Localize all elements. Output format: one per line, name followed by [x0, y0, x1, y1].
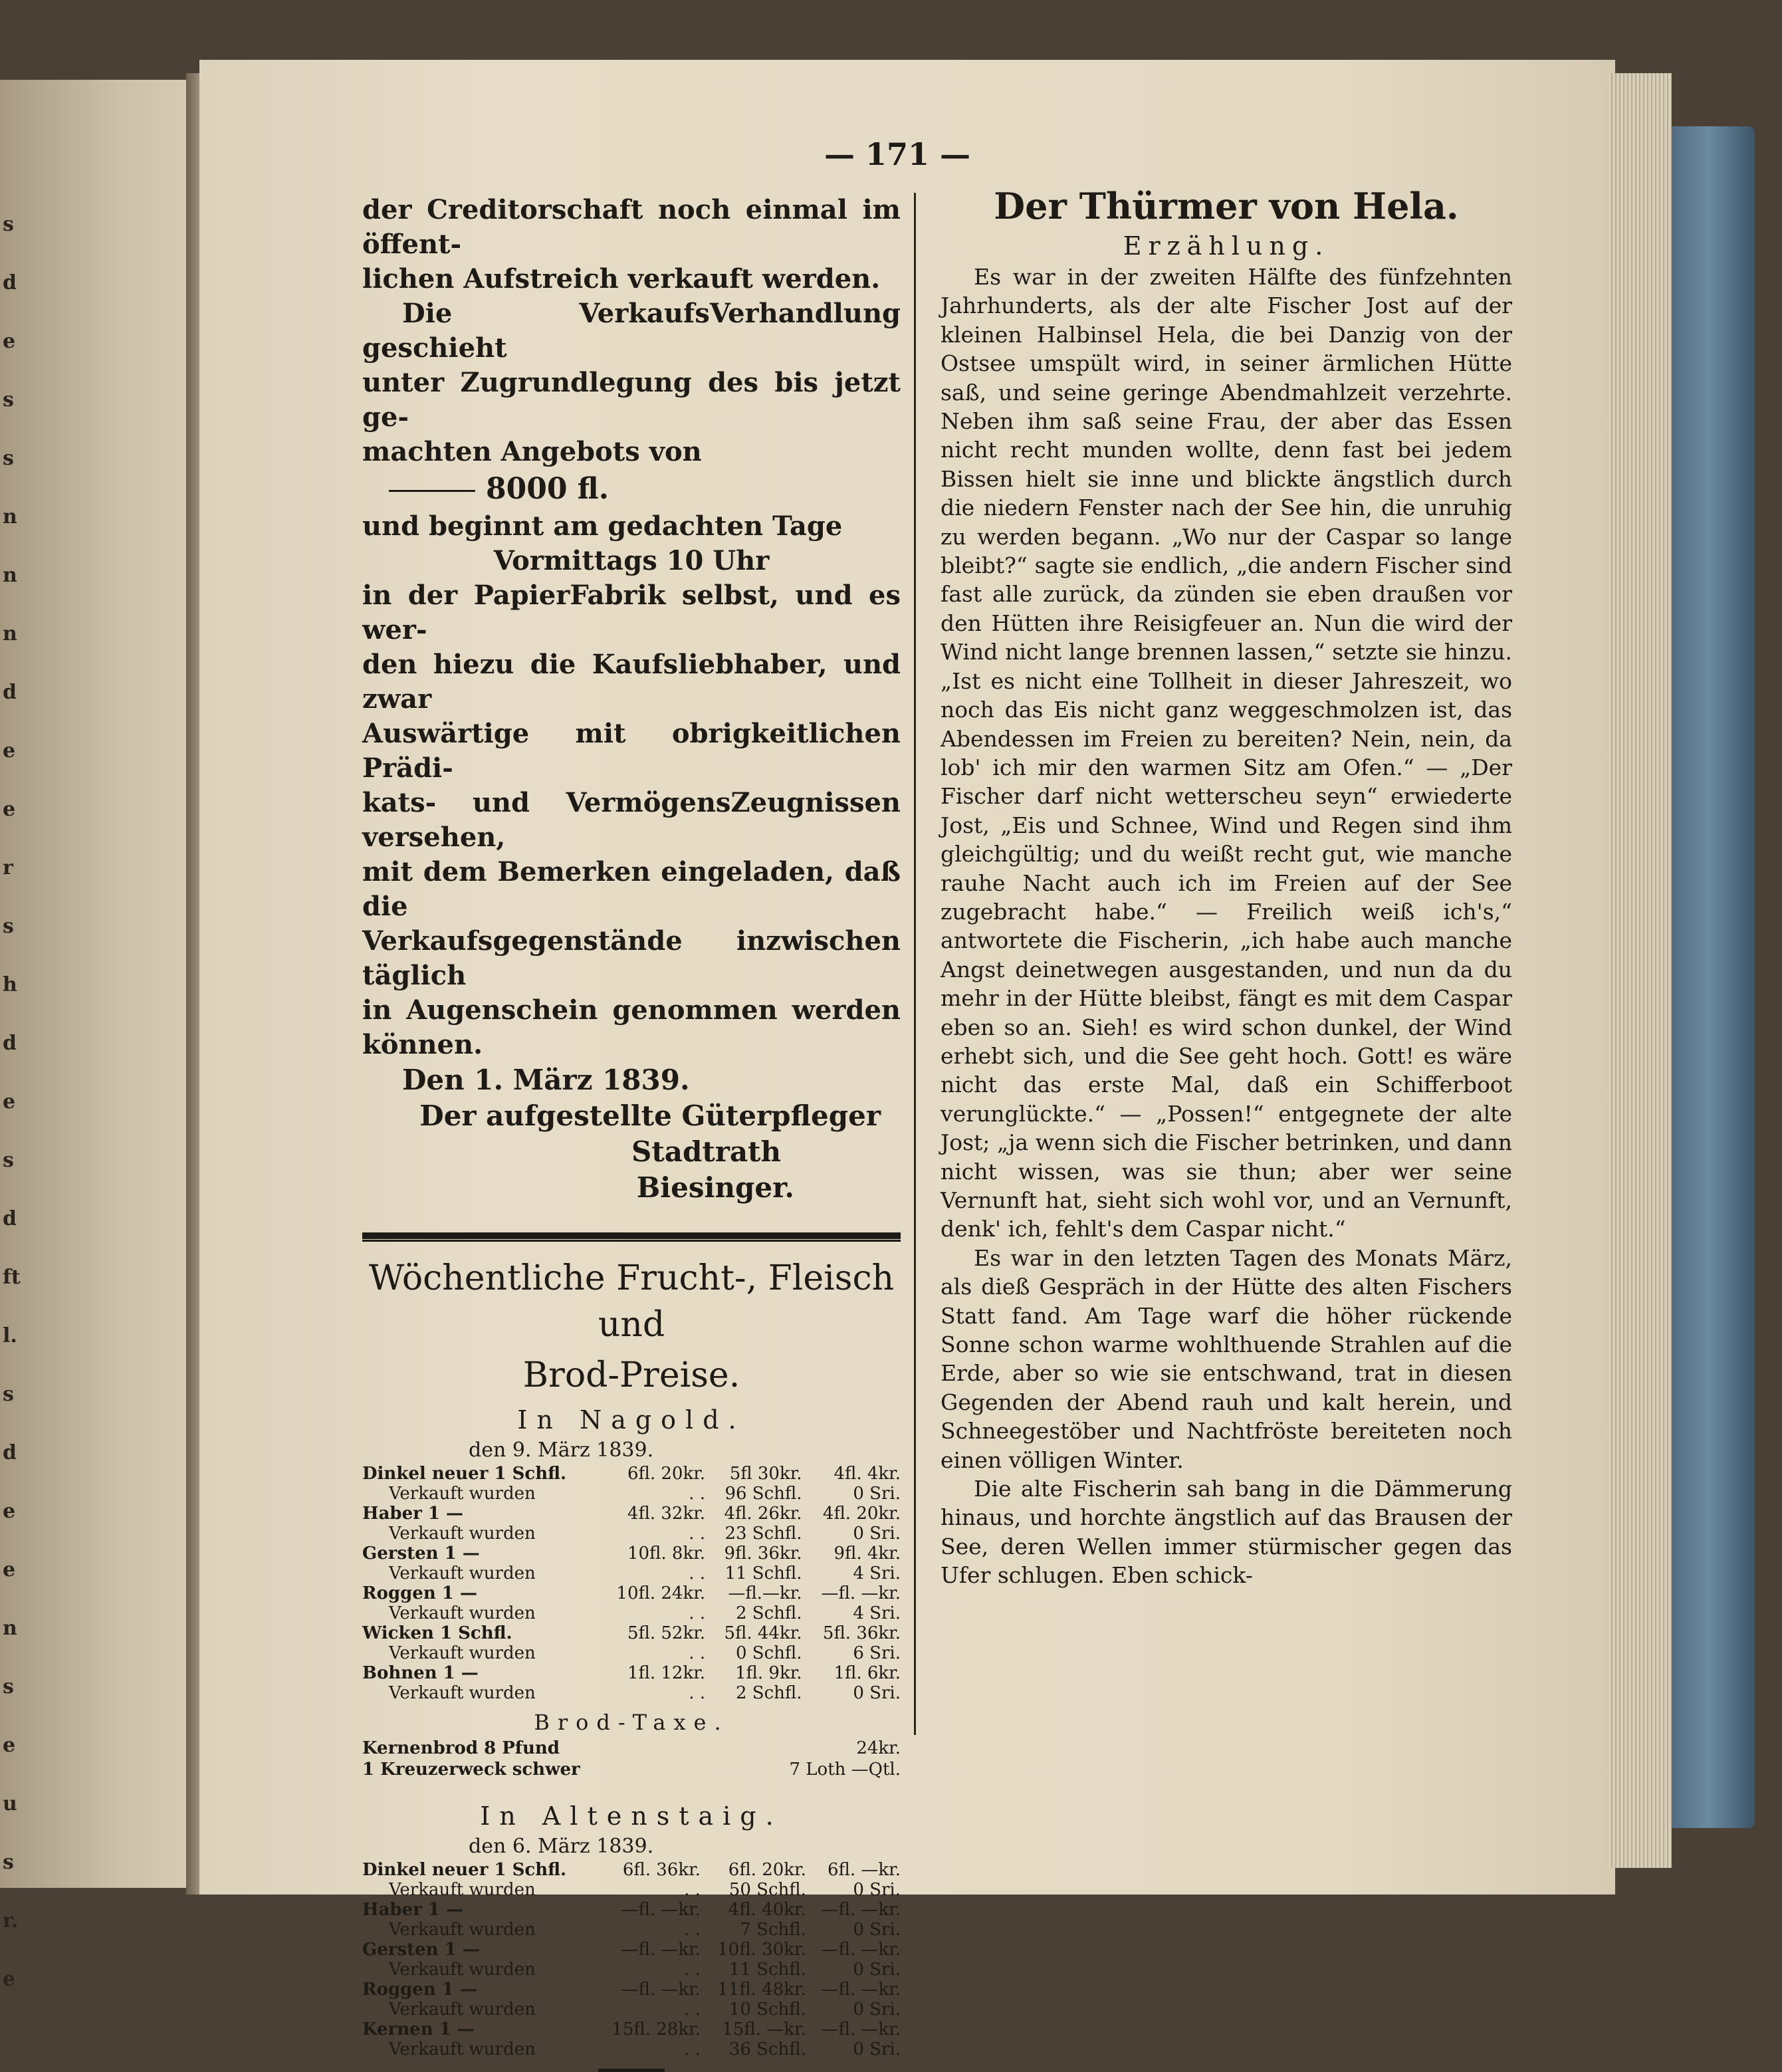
- price-value: 50 Schfl.: [728, 1880, 806, 1900]
- price-value: 4 Sri.: [853, 1603, 901, 1623]
- margin-letter: s: [3, 1851, 14, 1874]
- price-row: [362, 1603, 901, 1623]
- auction-line: in Augenschein genommen werden können.: [362, 994, 901, 1060]
- price-value: 4fl. 4kr.: [834, 1464, 901, 1484]
- price-value: —fl. —kr.: [621, 1900, 701, 1920]
- margin-letter: e: [3, 739, 16, 762]
- price-label: Verkauft wurden: [389, 1484, 536, 1504]
- auction-line: Auswärtige mit obrigkeitlichen Prädi-: [362, 718, 901, 784]
- price-row: [362, 1880, 901, 1900]
- price-label: Verkauft wurden: [389, 1563, 536, 1583]
- auction-amount: [362, 469, 901, 509]
- price-value: 6fl. 20kr.: [627, 1464, 706, 1484]
- price-value: 10 Schfl.: [728, 2000, 806, 2019]
- price-label: Dinkel neuer 1 Schfl.: [362, 1860, 567, 1880]
- price-value: 10fl. 8kr.: [627, 1544, 706, 1563]
- price-value: 4fl. 40kr.: [728, 1900, 806, 1920]
- price-label: Bohnen 1 —: [362, 1663, 479, 1683]
- auction-line: machten Angebots von: [362, 436, 702, 467]
- auction-line: Die VerkaufsVerhandlung geschieht: [362, 298, 901, 364]
- price-section: [362, 1255, 901, 2072]
- margin-letter: e: [3, 1500, 16, 1523]
- price-row: [362, 1504, 901, 1524]
- price-label: Verkauft wurden: [389, 2000, 536, 2019]
- place-heading: In Nagold.: [517, 1405, 746, 1435]
- price-value: —fl. —kr.: [821, 2019, 901, 2039]
- price-label: Verkauft wurden: [389, 1880, 536, 1900]
- price-value: 10fl. 30kr.: [717, 1940, 806, 1960]
- price-title: Wöchentliche Frucht-, Fleisch und: [368, 1258, 895, 1345]
- price-value: 6fl. 20kr.: [728, 1860, 806, 1880]
- price-value: —fl. —kr.: [821, 1583, 901, 1603]
- story-subtitle: Erzählung.: [1123, 231, 1330, 261]
- brod-value: 7 Loth —Qtl.: [789, 1760, 901, 1780]
- brod-value: 24kr.: [856, 1738, 901, 1758]
- price-value: 10fl. 24kr.: [616, 1583, 706, 1603]
- margin-letter: e: [3, 1968, 16, 1991]
- price-row: [362, 1980, 901, 2000]
- signature-name: Biesinger.: [636, 1171, 794, 1204]
- auction-line: kats- und VermögensZeugnissen versehen,: [362, 787, 901, 853]
- price-value: 6fl. —kr.: [827, 1860, 901, 1880]
- margin-letter: e: [3, 330, 16, 353]
- price-value: 11fl. 48kr.: [717, 1980, 806, 2000]
- price-value: . .: [684, 1880, 701, 1900]
- price-value: 5fl 30kr.: [729, 1464, 802, 1484]
- auction-line: lichen Aufstreich verkauft werden.: [362, 263, 881, 294]
- price-value: 9fl. 36kr.: [724, 1544, 802, 1563]
- auction-notice: [362, 193, 901, 1206]
- brod-label: 1 Kreuzerweck schwer: [362, 1760, 580, 1780]
- price-value: . .: [689, 1603, 706, 1623]
- price-value: . .: [684, 2039, 701, 2059]
- price-value: 5fl. 36kr.: [822, 1623, 901, 1643]
- price-row: [362, 1464, 901, 1484]
- margin-letter: n: [3, 1617, 17, 1640]
- price-row: [362, 1860, 901, 1880]
- price-value: 0 Sri.: [853, 1524, 901, 1544]
- price-value: 0 Sri.: [853, 1920, 901, 1940]
- auction-line: Verkaufsgegenstände inzwischen täglich: [362, 925, 901, 991]
- price-value: 4 Sri.: [853, 1563, 901, 1583]
- signature-line: Stadtrath: [631, 1135, 781, 1168]
- price-row: [362, 1643, 901, 1663]
- price-value: 15fl. —kr.: [722, 2019, 806, 2039]
- price-row: [362, 1900, 901, 1920]
- price-label: Wicken 1 Schfl.: [362, 1623, 512, 1643]
- price-value: 11 Schfl.: [728, 1960, 806, 1980]
- margin-letter: s: [3, 1383, 14, 1406]
- price-label: Verkauft wurden: [389, 1683, 536, 1703]
- margin-letter: s: [3, 1675, 14, 1698]
- margin-letter: r.: [3, 1909, 19, 1932]
- price-value: 0 Sri.: [853, 1960, 901, 1980]
- price-value: 36 Schfl.: [728, 2039, 806, 2059]
- price-value: 5fl. 52kr.: [627, 1623, 706, 1643]
- brod-row: [362, 1738, 901, 1759]
- margin-letter: n: [3, 505, 17, 528]
- price-label: Verkauft wurden: [389, 1524, 536, 1544]
- price-value: 7 Schfl.: [740, 1920, 806, 1940]
- auction-line: unter Zugrundlegung des bis jetzt ge-: [362, 367, 901, 433]
- margin-letter: s: [3, 213, 14, 236]
- price-value: 11 Schfl.: [724, 1563, 802, 1583]
- place-date: den 6. März 1839.: [469, 1835, 654, 1858]
- price-value: . .: [689, 1484, 706, 1504]
- price-row: [362, 1524, 901, 1544]
- price-value: . .: [684, 1960, 701, 1980]
- margin-letter: n: [3, 622, 17, 645]
- price-value: 5fl. 44kr.: [724, 1623, 802, 1643]
- brod-row: [362, 1759, 901, 1780]
- price-label: Verkauft wurden: [389, 1643, 536, 1663]
- price-value: 2 Schfl.: [736, 1683, 802, 1703]
- story-title: Der Thürmer von Hela.: [994, 185, 1459, 227]
- price-label: Dinkel neuer 1 Schfl.: [362, 1464, 567, 1484]
- price-value: —fl. —kr.: [621, 1940, 701, 1960]
- price-label: Verkauft wurden: [389, 2039, 536, 2059]
- price-row: [362, 2039, 901, 2059]
- price-row: [362, 1920, 901, 1940]
- auction-time: Vormittags 10 Uhr: [493, 545, 770, 576]
- price-value: 23 Schfl.: [724, 1524, 802, 1544]
- margin-letter: d: [3, 1207, 17, 1230]
- amount-value: 8000 fl.: [486, 472, 610, 506]
- price-label: Roggen 1 —: [362, 1583, 477, 1603]
- price-label: Gersten 1 —: [362, 1544, 480, 1563]
- page-number: — 171 —: [824, 136, 971, 172]
- auction-line: den hiezu die Kaufsliebhaber, und zwar: [362, 649, 901, 715]
- price-value: . .: [684, 1920, 701, 1940]
- left-margin-letters: [3, 213, 29, 2026]
- margin-letter: d: [3, 681, 17, 704]
- price-row: [362, 2019, 901, 2039]
- price-value: —fl. —kr.: [621, 1980, 701, 2000]
- price-value: 1fl. 6kr.: [834, 1663, 901, 1683]
- story-paragraph: Es war in den letzten Tagen des Monats März, als dieß Gespräch in der Hütte des alten Fischers Statt fand. Am Tage warf die höher rückende Sonne schon warme wohlthuende Strahlen auf die Erde, aber so wie sie entschwand, trat in diesen Gegenden der Abend rauh und kalt herein, und Schneegestöber und Nachtfröste bereiteten noch einen völligen Winter.: [941, 1244, 1512, 1473]
- price-row: [362, 1960, 901, 1980]
- price-table-altensteig: [362, 1860, 901, 2059]
- price-row: [362, 1663, 901, 1683]
- margin-letter: s: [3, 447, 14, 470]
- price-value: . .: [689, 1683, 706, 1703]
- margin-letter: e: [3, 1734, 16, 1757]
- price-title: Brod-Preise.: [522, 1355, 740, 1395]
- brod-label: Kernenbrod 8 Pfund: [362, 1738, 560, 1758]
- margin-letter: h: [3, 973, 17, 996]
- section-divider: [362, 1232, 901, 1242]
- margin-letter: d: [3, 1441, 17, 1464]
- price-label: Gersten 1 —: [362, 1940, 480, 1960]
- price-label: Roggen 1 —: [362, 1980, 477, 2000]
- price-label: Haber 1 —: [362, 1504, 464, 1524]
- price-value: —fl. —kr.: [821, 1900, 901, 1920]
- price-label: Verkauft wurden: [389, 1960, 536, 1980]
- price-value: 4fl. 26kr.: [724, 1504, 802, 1524]
- price-value: —fl. —kr.: [821, 1940, 901, 1960]
- price-value: 0 Sri.: [853, 2000, 901, 2019]
- price-label: Kernen 1 —: [362, 2019, 475, 2039]
- auction-date: Den 1. März 1839.: [402, 1064, 690, 1096]
- price-value: 1fl. 12kr.: [627, 1663, 706, 1683]
- right-column: [941, 183, 1512, 1590]
- price-row: [362, 1544, 901, 1563]
- price-value: 2 Schfl.: [736, 1603, 802, 1623]
- margin-letter: s: [3, 915, 14, 938]
- margin-letter: d: [3, 271, 17, 294]
- margin-letter: e: [3, 1558, 16, 1581]
- price-value: 9fl. 4kr.: [834, 1544, 901, 1563]
- price-row: [362, 1683, 901, 1703]
- price-value: —fl. —kr.: [821, 1980, 901, 2000]
- price-value: 0 Schfl.: [736, 1643, 802, 1663]
- auction-line: mit dem Bemerken eingeladen, daß die: [362, 856, 901, 922]
- price-value: 0 Sri.: [853, 1880, 901, 1900]
- price-label: Haber 1 —: [362, 1900, 464, 1920]
- price-row: [362, 1563, 901, 1583]
- price-value: . .: [689, 1563, 706, 1583]
- margin-letter: r: [3, 856, 13, 879]
- price-value: 1fl. 9kr.: [734, 1663, 802, 1683]
- price-value: 6fl. 36kr.: [622, 1860, 701, 1880]
- margin-letter: e: [3, 798, 16, 821]
- margin-letter: u: [3, 1792, 17, 1815]
- column-rule: [914, 193, 916, 1735]
- price-value: . .: [689, 1643, 706, 1663]
- margin-letter: s: [3, 388, 14, 411]
- price-value: 4fl. 20kr.: [822, 1504, 901, 1524]
- margin-letter: l.: [3, 1324, 17, 1347]
- book-cover: [1662, 126, 1755, 1828]
- left-column: [362, 193, 901, 2072]
- price-value: . .: [684, 2000, 701, 2019]
- end-rule: [598, 2069, 665, 2072]
- price-row: [362, 2000, 901, 2019]
- margin-letter: ft: [3, 1266, 21, 1289]
- place-heading: In Altenstaig.: [480, 1801, 783, 1831]
- auction-line: der Creditorschaft noch einmal im öffent-: [362, 194, 901, 260]
- price-value: 0 Sri.: [853, 2039, 901, 2059]
- auction-line: und beginnt am gedachten Tage: [362, 511, 843, 542]
- auction-line: in der PapierFabrik selbst, und es wer-: [362, 580, 901, 645]
- place-date: den 9. März 1839.: [469, 1439, 654, 1462]
- price-value: 4fl. 32kr.: [627, 1504, 706, 1524]
- margin-letter: e: [3, 1090, 16, 1113]
- story-paragraph: Es war in der zweiten Hälfte des fünfzehnten Jahrhunderts, als der alte Fischer Jost auf der kleinen Halbinsel Hela, die bei Danzig von der Ostsee umspült wird, in seiner ärmlichen Hütte saß, und seine geringe Abendmahlzeit verzehrte. Neben ihm saß seine Frau, der aber das Essen nicht recht munden wollte, denn fast bei jedem Bissen hielt sie inne und blickte ängstlich durch die niedern Fenster nach der See hin, die unruhig zu werden begann. „Wo nur der Caspar so lange bleibt?“ sagte sie endlich, „die andern Fischer sind fast alle zurück, da zünden sie eben draußen vor den Hütten ihre Reisigfeuer an. Nun die wird der Wind nicht lange brennen lassen,“ setzte sie hinzu. „Ist es nicht eine Tollheit in dieser Jahreszeit, wo noch das Eis nicht ganz weggeschmolzen ist, das Abendessen im Freien zu bereiten? Nein, nein, da lob' ich mir den warmen Sitz am Ofen.“ — „Der Fischer darf nicht wetterscheu seyn“ erwiederte Jost, „Eis und Schnee, Wind und Regen sind ihm gleichgültig; und du weißt recht gut, wie manche rauhe Nacht auch ich im Freien auf der See zugebracht habe.“ — Freilich weiß ich's,“ antwortete die Fischerin, „ich habe auch manche Angst deinetwegen ausgestanden, und nun da du mehr in der Hütte bleibst, fängt es mit dem Caspar eben so an. Sieh! es wird schon dunkel, der Wind erhebt sich, und die See geht hoch. Gott! es wäre nicht das erste Mal, daß ein Schifferboot verunglückte.“ — „Possen!“ entgegnete der alte Jost; „ja wenn sich die Fischer betrinken, und dann nicht wissen, was sie thun; aber wer seine Vernunft hat, sieht sich wohl vor, und an Vernunft, denk' ich, fehlt's dem Caspar nicht.“: [941, 264, 1512, 1242]
- price-value: 0 Sri.: [853, 1484, 901, 1504]
- price-row: [362, 1484, 901, 1504]
- amount-dash: [389, 490, 475, 492]
- signature-line: Der aufgestellte Güterpfleger: [419, 1099, 881, 1132]
- price-label: Verkauft wurden: [389, 1920, 536, 1940]
- price-value: 6 Sri.: [853, 1643, 901, 1663]
- price-row: [362, 1940, 901, 1960]
- price-value: 0 Sri.: [853, 1683, 901, 1703]
- price-value: —fl.—kr.: [728, 1583, 802, 1603]
- price-value: 96 Schfl.: [724, 1484, 802, 1504]
- price-table-nagold: [362, 1464, 901, 1703]
- brod-title: Brod-Taxe.: [534, 1710, 729, 1735]
- margin-letter: n: [3, 564, 17, 587]
- margin-letter: d: [3, 1032, 17, 1055]
- price-value: . .: [689, 1524, 706, 1544]
- price-value: 15fl. 28kr.: [612, 2019, 701, 2039]
- price-row: [362, 1583, 901, 1603]
- page-edges: [1609, 73, 1672, 1868]
- margin-letter: s: [3, 1149, 14, 1172]
- story-paragraph: Die alte Fischerin sah bang in die Dämmerung hinaus, und horchte ängstlich auf das Brausen der See, deren Wellen immer stürmischer gegen das Ufer schlugen. Eben schick-: [941, 1476, 1512, 1589]
- price-label: Verkauft wurden: [389, 1603, 536, 1623]
- price-row: [362, 1623, 901, 1643]
- left-page: [0, 80, 194, 1991]
